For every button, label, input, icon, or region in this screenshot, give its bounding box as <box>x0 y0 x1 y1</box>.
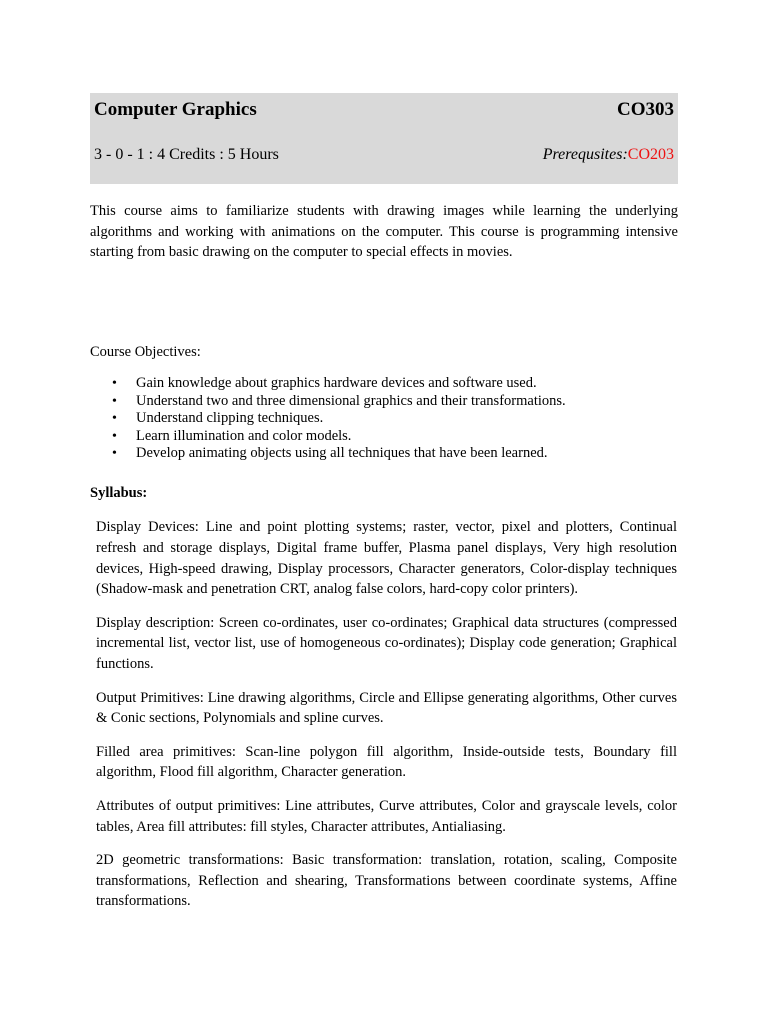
syllabus-section <box>96 517 677 925</box>
objective-text: Understand two and three dimensional graphics and their transformations. <box>136 392 566 409</box>
course-credits: 3 - 0 - 1 : 4 Credits : 5 Hours <box>94 146 279 163</box>
syllabus-paragraph-filled-area: Filled area primitives: Scan-line polygon fill algorithm, Inside-outside tests, Boundary fill algorithm, Flood fill algorithm, Character generation. <box>96 743 677 781</box>
course-code: CO303 <box>617 99 674 120</box>
syllabus-paragraph-output-primitives: Output Primitives: Line drawing algorithms, Circle and Ellipse generating algorithms, Other curves & Conic sections, Polynomials and spline curves. <box>96 689 677 727</box>
course-prerequisites <box>543 144 674 166</box>
objective-item <box>90 393 678 411</box>
objectives-list <box>90 375 678 463</box>
prerequisites-code: CO203 <box>627 146 674 163</box>
syllabus-paragraph-display-devices: Display Devices: Line and point plotting systems; raster, vector, pixel and plotters, Continual refresh and storage displays, Digital frame buffer, Plasma panel displays, Very high resolution devices, High-speed drawing, Display processors, Character generators, Color-display techniques (Shadow-mask and penetration CRT, analog false colors, hard-copy color printers). <box>96 519 677 598</box>
course-title: Computer Graphics <box>94 99 257 120</box>
syllabus-heading: Syllabus: <box>90 485 148 501</box>
objective-item <box>90 445 678 463</box>
objective-item <box>90 410 678 428</box>
objective-text: Gain knowledge about graphics hardware devices and software used. <box>136 375 537 391</box>
objective-text: Develop animating objects using all techniques that have been learned. <box>136 445 548 461</box>
prerequisites-label: Prerequsites: <box>542 146 628 163</box>
course-header <box>90 93 678 184</box>
objective-text: Learn illumination and color models. <box>136 427 352 444</box>
bullet-icon: • <box>112 411 117 426</box>
bullet-icon: • <box>112 446 117 461</box>
syllabus-paragraph-attributes: Attributes of output primitives: Line attributes, Curve attributes, Color and grayscale levels, color tables, Area fill attributes: fill styles, Character attributes, Antialiasing. <box>96 797 677 835</box>
bullet-icon: • <box>112 428 117 444</box>
objective-item <box>90 375 678 393</box>
bullet-icon: • <box>112 393 117 409</box>
syllabus-paragraph-display-description: Display description: Screen co-ordinates, user co-ordinates; Graphical data structures (compressed incremental list, vector list, use of homogeneous co-ordinates); Display code generation; Graphical functions. <box>96 614 677 673</box>
objective-text: Understand clipping techniques. <box>136 410 324 426</box>
objective-item <box>90 428 678 446</box>
course-intro: This course aims to familiarize students with drawing images while learning the underlying algorithms and working with animations on the computer. This course is programming intensive starting from basic drawing on the computer to special effects in movies. <box>90 203 678 260</box>
syllabus-paragraph-2d-transformations: 2D geometric transformations: Basic transformation: translation, rotation, scaling, Composite transformations, Reflection and shearing, Transformations between coordinate systems, Affine transformations. <box>96 851 677 910</box>
objectives-heading: Course Objectives: <box>90 344 201 360</box>
bullet-icon: • <box>112 376 117 391</box>
